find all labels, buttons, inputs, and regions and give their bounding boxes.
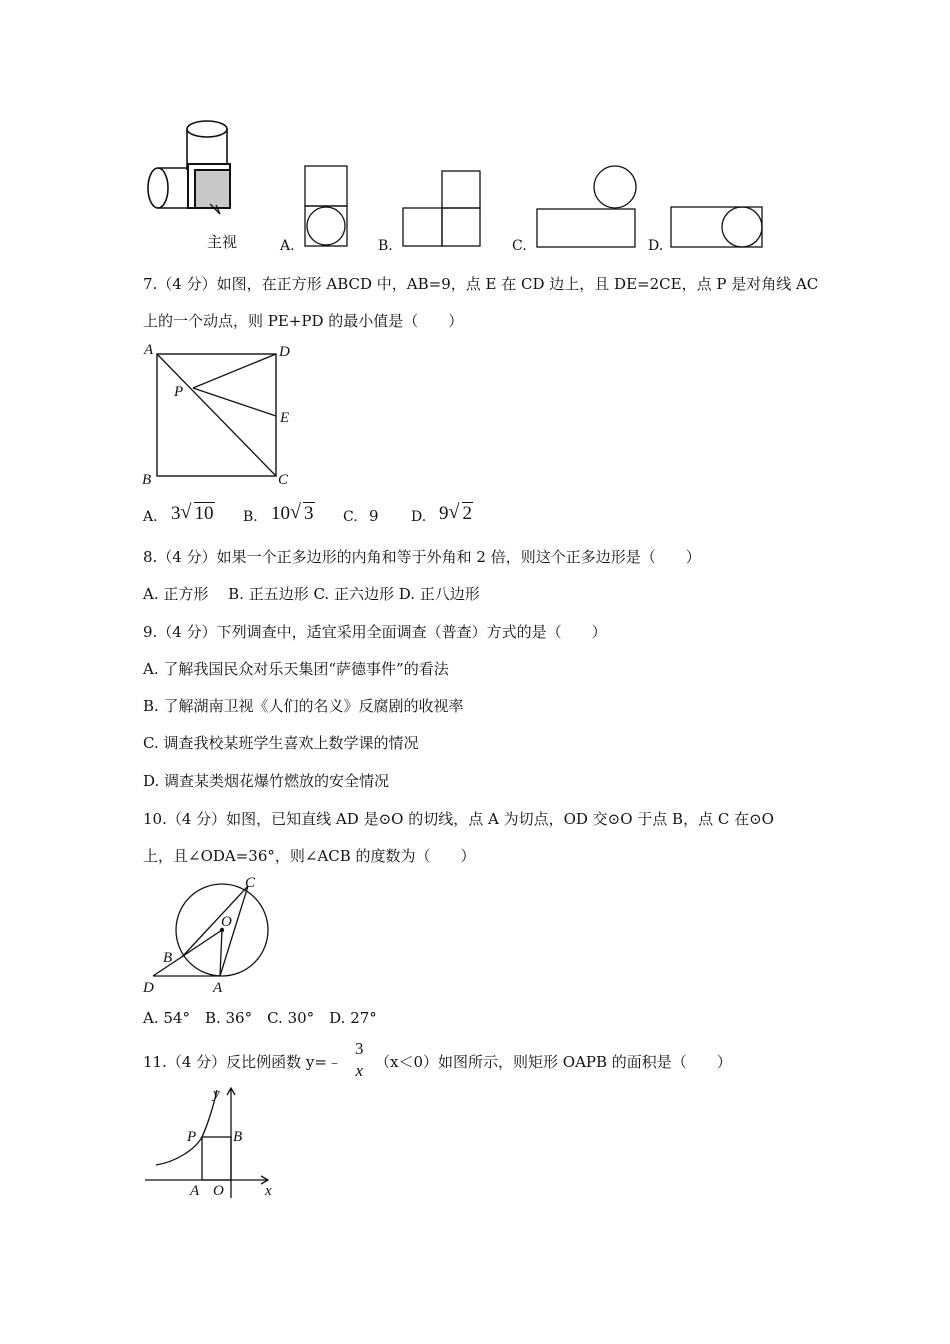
main-view-label: 主视 (207, 233, 238, 251)
q10-stem-line1: 10.（4 分）如图，已知直线 AD 是⊙O 的切线，点 A 为切点，OD 交⊙O 于点 B，点 C 在⊙O (143, 810, 774, 828)
q9-option-b: B. 了解湖南卫视《人们的名义》反腐剧的收视率 (143, 697, 464, 715)
q9-option-a: A. 了解我国民众对乐天集团“萨德事件”的看法 (143, 660, 449, 678)
q11-fraction (355, 1038, 364, 1082)
q11-frac-numerator: 3 (355, 1039, 364, 1058)
q11-frac-denominator: x (355, 1061, 364, 1080)
q9-option-c: C. 调查我校某班学生喜欢上数学课的情况 (143, 734, 419, 752)
q6-option-d-label: D. (648, 238, 664, 254)
q6-option-d-figure (668, 204, 768, 250)
q10-label-c: C (245, 875, 256, 891)
q6-option-c-label: C. (512, 238, 527, 254)
q11-graph-figure (140, 1078, 290, 1203)
q11-stem-suffix: （x＜0）如图所示，则矩形 OAPB 的面积是（ ） (375, 1053, 732, 1071)
q7-square-figure (140, 340, 300, 490)
q9-stem: 9.（4 分）下列调查中，适宜采用全面调查（普查）方式的是（ ） (143, 623, 607, 641)
q7-option-c: C. 9 (343, 507, 379, 525)
q7-label-p: P (174, 384, 184, 400)
q11-label-y: y (213, 1086, 220, 1102)
q6-option-a-label: A. (280, 238, 295, 254)
q10-label-a: A (213, 980, 223, 996)
q7-label-d: D (279, 344, 290, 360)
q11-label-o: O (213, 1183, 224, 1199)
q10-circle-figure (140, 870, 280, 1000)
q10-options: A. 54° B. 36° C. 30° D. 27° (143, 1009, 377, 1027)
q7-label-a: A (144, 342, 154, 358)
q7-option-a: A. 3 √ 10 (143, 501, 214, 525)
q10-label-d: D (143, 980, 154, 996)
q6-option-b-figure (400, 168, 485, 250)
q6-main-view-figure (140, 118, 250, 248)
q10-stem-line2: 上，且∠ODA=36°，则∠ACB 的度数为（ ） (143, 847, 476, 865)
q10-label-b: B (163, 950, 173, 966)
q7-option-b: B. 10 √ 3 (243, 501, 314, 525)
q7-stem-line2: 上的一个动点，则 PE+PD 的最小值是（ ） (143, 312, 464, 330)
q7-label-b: B (142, 472, 152, 488)
q8-options: A. 正方形 B. 正五边形 C. 正六边形 D. 正八边形 (143, 585, 480, 603)
q6-option-a-figure (302, 164, 352, 249)
q6-option-c-figure (534, 164, 639, 250)
q10-label-o: O (221, 914, 232, 930)
q11-label-a: A (190, 1183, 200, 1199)
q11-label-p: P (187, 1129, 197, 1145)
q11-label-x: x (265, 1183, 272, 1199)
q6-option-b-label: B. (378, 238, 393, 254)
q11-label-b: B (233, 1129, 243, 1145)
q8-stem: 8.（4 分）如果一个正多边形的内角和等于外角和 2 倍，则这个正多边形是（ ） (143, 548, 701, 566)
q7-label-e: E (280, 410, 290, 426)
q11-stem-prefix: 11.（4 分）反比例函数 y=﹣ (143, 1053, 342, 1071)
q7-option-d: D. 9 √ 2 (411, 501, 472, 525)
q9-option-d: D. 调查某类烟花爆竹燃放的安全情况 (143, 772, 390, 790)
q7-stem-line1: 7.（4 分）如图，在正方形 ABCD 中，AB=9，点 E 在 CD 边上，且 DE=2CE，点 P 是对角线 AC (143, 275, 819, 293)
q7-label-c: C (278, 472, 289, 488)
